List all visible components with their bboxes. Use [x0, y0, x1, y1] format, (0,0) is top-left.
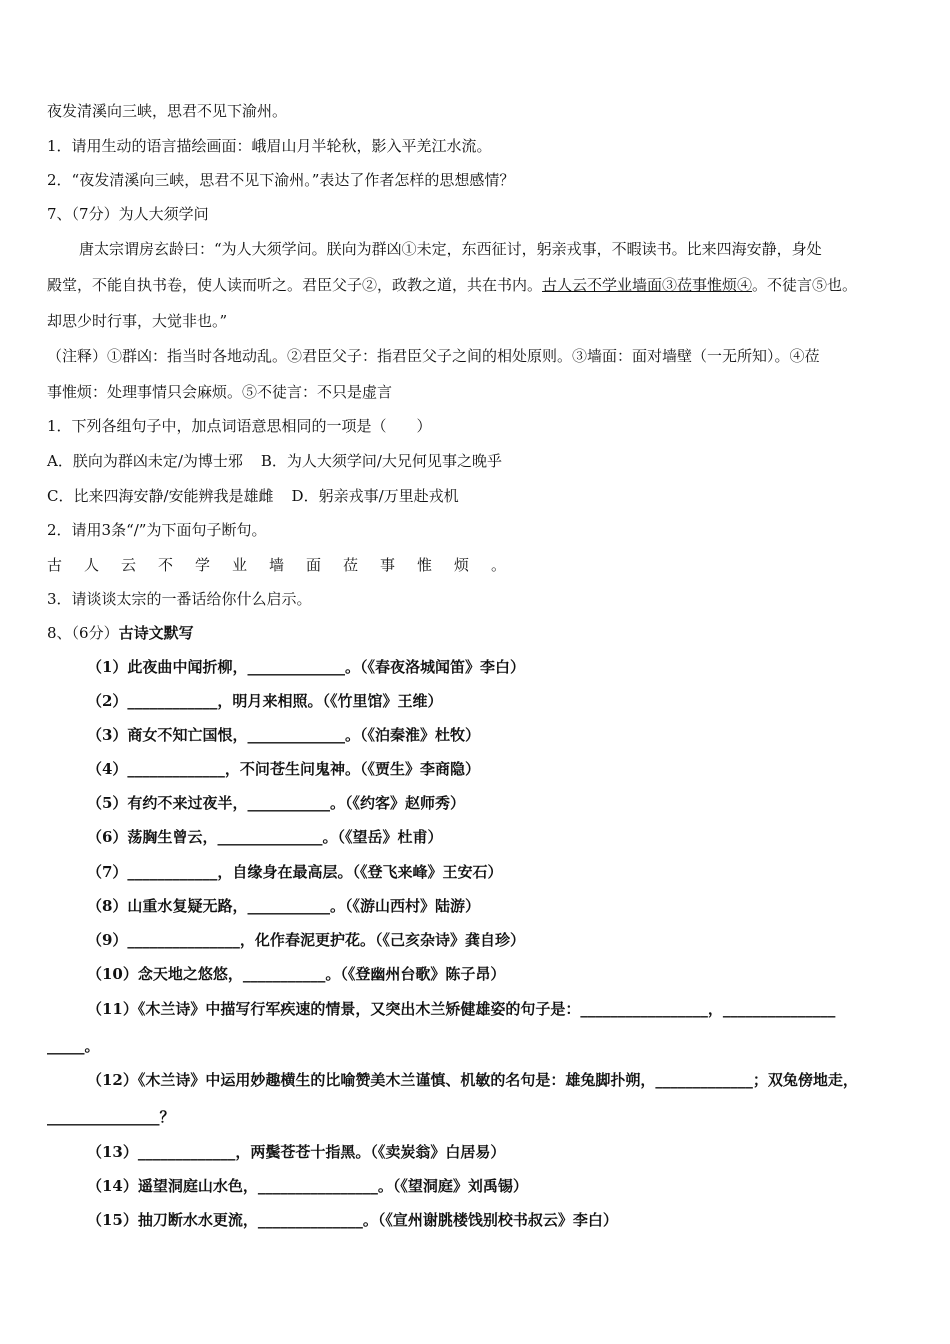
q8-item-14: （14）遥望洞庭山水色，________________。（《望洞庭》刘禹锡）	[87, 1177, 528, 1195]
q7-passage-line-1: 唐太宗谓房玄龄曰：“为人大须学问。朕向为群凶①未定，东西征讨，躬亲戎事，不暇读书。比来四海安静，身处	[79, 240, 822, 258]
q6-item-1: 1．请用生动的语言描绘画面：峨眉山月半轮秋，影入平羌江水流。	[47, 137, 492, 155]
q7-choices-cd	[47, 486, 459, 506]
q7-sub-question-1: 1．下列各组句子中，加点词语意思相同的一项是（ ）	[47, 417, 432, 435]
q8-item-13: （13）_____________，两鬓苍苍十指黑。（《卖炭翁》白居易）	[87, 1143, 506, 1161]
choice-b: B．为人大须学问/大兄何见事之晚乎	[260, 452, 502, 470]
q7-sentence-to-punctuate: 古人云不学业墙面莅事惟烦。	[47, 556, 529, 574]
q8-item-3: （3）商女不知亡国恨，_____________。（《泊秦淮》杜牧）	[87, 726, 480, 744]
q8-item-11-continued: _____。	[47, 1037, 100, 1055]
q8-item-10: （10）念天地之悠悠，___________。（《登幽州台歌》陈子昂）	[87, 965, 506, 983]
q8-item-12: （12）《木兰诗》中运用妙趣横生的比喻赞美木兰谨慎、机敏的名句是：雄兔脚扑朔，_____________；双兔傍地走，	[87, 1071, 858, 1089]
choice-d: D．躬亲戎事/万里赴戎机	[291, 487, 459, 505]
q7-passage-line-2	[47, 275, 857, 295]
q7-passage-line-3: 却思少时行事，大觉非也。”	[47, 312, 228, 330]
q8-item-4: （4）_____________，不问苍生问鬼神。（《贾生》李商隐）	[87, 760, 480, 778]
q8-item-15: （15）抽刀断水水更流，______________。（《宣州谢朓楼饯别校书叔云》李白）	[87, 1211, 618, 1229]
q7-passage-line-2a: 殿堂，不能自执书卷，使人读而听之。君臣父子②，政教之道，共在书内。	[47, 276, 543, 294]
q7-choices-ab	[47, 451, 502, 471]
q7-underlined-sentence: 古人云不学业墙面③莅事惟烦④	[542, 276, 753, 294]
q7-sub-question-2: 2．请用3条“/”为下面句子断句。	[47, 521, 267, 539]
choice-a: A．朕向为群凶未定/为博士邪	[47, 452, 243, 470]
q8-item-12-continued: _______________？	[47, 1108, 175, 1126]
q7-notes-line-2: 事惟烦：处理事情只会麻烦。⑤不徒言：不只是虚言	[47, 383, 393, 401]
q8-item-7: （7）____________，自缘身在最高层。（《登飞来峰》王安石）	[87, 863, 503, 881]
q7-passage-line-2b: 。不徒言⑤也。	[752, 276, 858, 294]
q8-header-number: 8、（6分）	[47, 624, 119, 642]
q8-item-6: （6）荡胸生曾云，______________。（《望岳》杜甫）	[87, 828, 443, 846]
q8-item-1: （1）此夜曲中闻折柳，_____________。（《春夜洛城闻笛》李白）	[87, 658, 525, 676]
q7-notes-line-1: （注释）①群凶：指当时各地动乱。②君臣父子：指君臣父子之间的相处原则。③墙面：面对墙壁（一无所知）。④莅	[47, 347, 820, 365]
choice-c: C．比来四海安静/安能辨我是雄雌	[47, 487, 274, 505]
q8-item-2: （2）____________，明月来相照。（《竹里馆》王维）	[87, 692, 443, 710]
q7-sub-question-3: 3．请谈谈太宗的一番话给你什么启示。	[47, 590, 312, 608]
q6-item-2: 2．“夜发清溪向三峡，思君不见下渝州。”表达了作者怎样的思想感情？	[47, 171, 515, 189]
poem-tail-line: 夜发清溪向三峡，思君不见下渝州。	[47, 102, 288, 120]
q8-header	[47, 623, 194, 643]
q8-item-9: （9）_______________，化作春泥更护花。（《己亥杂诗》龚自珍）	[87, 931, 525, 949]
q8-header-title: 古诗文默写	[118, 624, 194, 642]
q8-item-8: （8）山重水复疑无路，___________。（《游山西村》陆游）	[87, 897, 480, 915]
q8-item-11: （11）《木兰诗》中描写行军疾速的情景，又突出木兰矫健雄姿的句子是：_________________，_______________	[87, 1000, 836, 1018]
q7-header: 7、（7分）为人大须学问	[47, 205, 209, 223]
q8-item-5: （5）有约不来过夜半，___________。（《约客》赵师秀）	[87, 794, 465, 812]
